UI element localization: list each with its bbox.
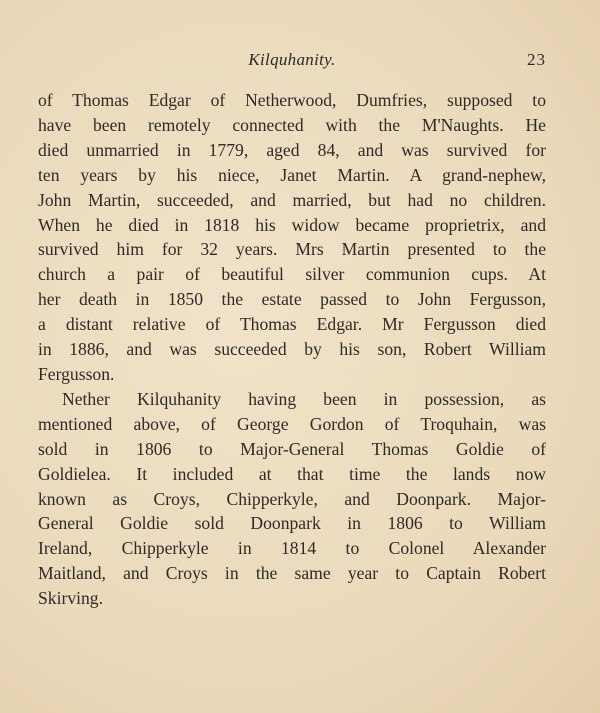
paragraph-2	[38, 387, 546, 611]
text-line: of Thomas Edgar of Netherwood, Dumfries, supposed to	[38, 90, 546, 110]
text-line: Fergusson.	[38, 363, 115, 384]
text-line: General Goldie sold Doonpark in 1806 to William	[38, 513, 546, 534]
body-text	[38, 88, 546, 611]
text-line: have been remotely connected with the M'Naughts. He	[38, 114, 546, 135]
text-line: Nether Kilquhanity having been in possession, as	[62, 388, 546, 409]
text-line: Ireland, Chipperkyle in 1814 to Colonel Alexander	[38, 538, 546, 559]
text-line: died unmarried in 1779, aged 84, and was survived for	[38, 139, 546, 160]
running-head	[38, 50, 546, 74]
text-line: known as Croys, Chipperkyle, and Doonpark. Major-	[38, 488, 546, 509]
text-line: Maitland, and Croys in the same year to Captain Robert	[38, 563, 546, 584]
text-line: When he died in 1818 his widow became proprietrix, and	[38, 214, 546, 235]
text-line: sold in 1806 to Major-General Thomas Goldie of	[38, 438, 546, 459]
text-line: mentioned above, of George Gordon of Troquhain, was	[38, 413, 546, 434]
text-line: John Martin, succeeded, and married, but had no children.	[38, 189, 546, 210]
running-title: Kilquhanity.	[248, 50, 336, 69]
text-line: ten years by his niece, Janet Martin. A grand-nephew,	[38, 164, 546, 185]
text-line: Goldielea. It included at that time the lands now	[38, 463, 546, 484]
text-line: a distant relative of Thomas Edgar. Mr Fergusson died	[38, 314, 546, 335]
text-line: survived him for 32 years. Mrs Martin presented to the	[38, 239, 546, 260]
text-line: church a pair of beautiful silver communion cups. At	[38, 264, 546, 285]
page-number: 23	[527, 50, 546, 69]
text-line: in 1886, and was succeeded by his son, Robert William	[38, 339, 546, 360]
paragraph-1	[38, 88, 546, 387]
text-line: Skirving.	[38, 588, 104, 609]
text-line: her death in 1850 the estate passed to John Fergusson,	[38, 289, 546, 310]
